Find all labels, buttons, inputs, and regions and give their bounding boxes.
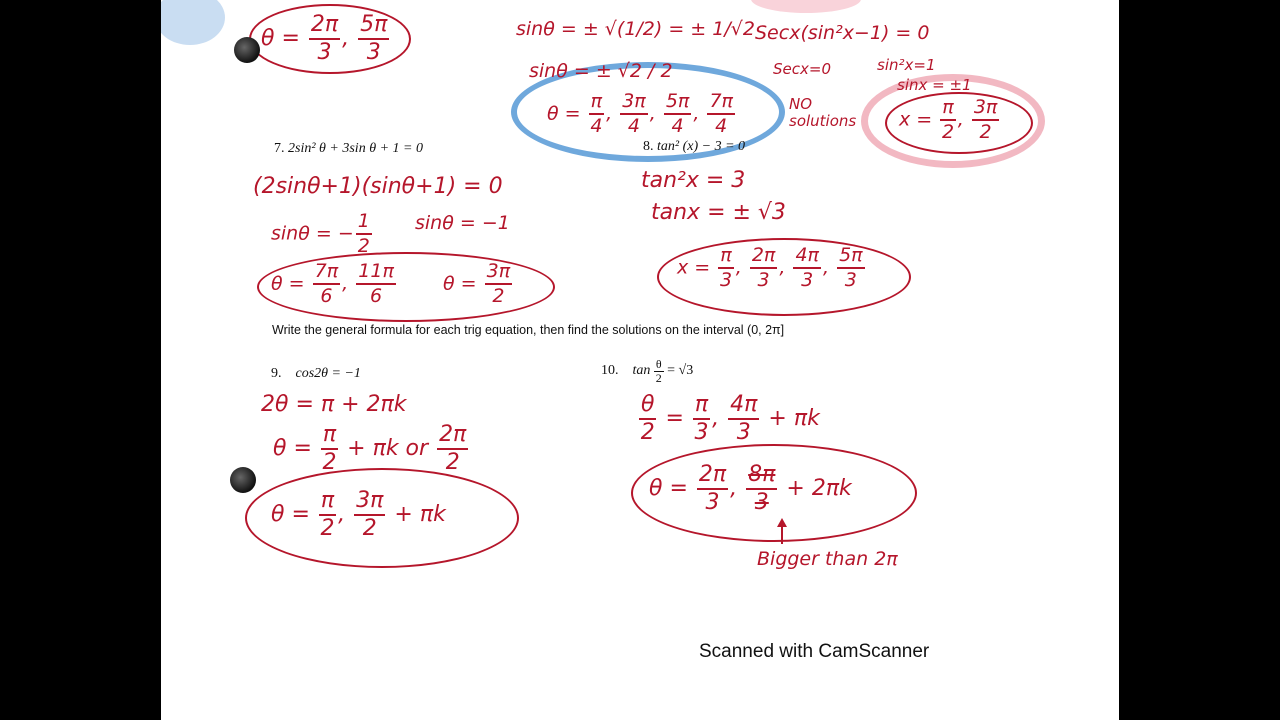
frac-num: 2π [697,464,728,490]
frac-num: π [319,490,336,516]
frac-num: 3π [620,92,648,115]
frac-num: 3π [972,98,1000,121]
frac-num: π [693,394,710,420]
answer-tail: + πk [394,502,446,527]
pink-highlight-top-right [751,0,861,13]
separator: , [342,26,350,51]
problem-number: 7. [274,141,285,156]
problem-equation: 2sin² θ + 3sin θ + 1 = 0 [288,141,423,156]
problem-9-step1: 2θ = π + 2πk [261,392,407,417]
frac-den: 2 [322,450,337,475]
frac-num: 4π [728,394,759,420]
frac-den: 2 [655,371,662,385]
top-right-line1: Secx(sin²x−1) = 0 [755,22,930,44]
frac-num: 3π [354,490,385,516]
answer-tail: + 2πk [786,476,852,501]
answer-lhs: θ = [649,476,688,501]
frac-den: 2 [492,285,505,307]
blue-highlight-top-left [161,0,225,45]
frac-den: 3 [705,490,720,515]
arrow-stem [781,526,783,544]
scanned-worksheet-page [161,0,1119,720]
frac-den: 2 [362,516,377,541]
frac-num: 2π [437,424,468,450]
problem-equation: tan² (x) − 3 = 0 [657,139,746,154]
step-mid: + πk or [347,436,429,461]
top-mid-line2: sinθ = ± √2 / 2 [529,60,673,82]
problem-9-step2 [273,424,470,474]
scanner-watermark: Scanned with CamScanner [699,641,930,662]
frac-num: θ [639,394,656,420]
frac-num: 1 [356,212,372,235]
problem-7-label [274,141,423,157]
frac-den: 2 [445,450,460,475]
frac-num: π [321,424,338,450]
answer-lhs: x = [899,108,933,131]
frac-num: 5π [358,14,389,40]
frac-num: 5π [837,246,865,269]
problem-9-label [271,366,361,382]
problem-10-step1: $\frac{\theta}{2}$ = $\frac{\pi}{3}$ , $\frac{4\pi}{3}$ + πk [640,392,820,445]
section-instructions: Write the general formula for each trig equation, then find the solutions on the interval (0, 2π] [272,323,785,337]
step-lhs: sinθ = − [271,222,354,245]
top-right-answer: x = $\frac{\pi}{2}$ , $\frac{3\pi}{2}$ [899,96,998,143]
frac-den: 3 [694,420,709,445]
problem-number: 8. [643,139,654,154]
scan-dot-icon [234,37,260,63]
frac-num: 8π [746,464,777,490]
frac-den: 2 [320,516,335,541]
problem-8-step1: tan²x = 3 [641,168,746,193]
frac-num: 3π [485,262,513,285]
problem-7-step1: (2sinθ+1)(sinθ+1) = 0 [253,174,503,199]
frac-num: 2π [750,246,778,269]
frac-den: 4 [590,115,603,137]
top-mid-answer: θ = $\frac{\pi}{4}$ , $\frac{3\pi}{4}$ , $\frac{5\pi}{4}$ , $\frac{7\pi}{4}$ [547,90,733,137]
frac-den: 3 [754,490,769,515]
problem-7-answer2 [443,262,514,306]
frac-den: 6 [370,285,383,307]
problem-8-label [643,139,745,155]
frac-num: 7π [707,92,735,115]
frac-den: 4 [715,115,728,137]
answer-lhs: θ = [261,26,300,51]
scan-dot-icon [230,467,256,493]
frac-den: 2 [640,420,655,445]
frac-den: 4 [627,115,640,137]
top-right-line2a: Secx=0 [773,60,831,78]
frac-den: 2 [357,235,370,257]
frac-den: 2 [941,121,955,143]
frac-den: 3 [757,269,770,291]
problem-equation: cos2θ = −1 [295,366,361,381]
frac-den: 3 [736,420,751,445]
frac-den: 3 [801,269,814,291]
top-mid-line1: sinθ = ± √(1/2) = ± 1/√2 [516,18,755,40]
frac-den: 4 [671,115,684,137]
problem-10-answer: θ = $\frac{2\pi}{3}$ , $\frac{8\pi}{3}$ + 2πk [649,462,852,515]
frac-num: π [589,92,604,115]
problem-10-label [601,358,693,384]
frac-den: 3 [719,269,733,291]
answer-lhs: θ = [271,502,310,527]
frac-num: θ [655,357,662,371]
frac-num: 7π [313,262,341,285]
problem-7-answer: θ = $\frac{7\pi}{6}$ , $\frac{11\pi}{6}$ [271,260,394,307]
equation-prefix: tan [632,363,651,379]
equation-suffix: = √3 [667,363,694,379]
problem-7-step2a [271,212,374,256]
frac-num: 11π [356,262,396,285]
problem-9-answer: θ = $\frac{\pi}{2}$ , $\frac{3\pi}{2}$ + πk [271,488,446,541]
no-solutions-note: NO solutions [789,95,857,130]
answer-lhs: θ = [547,102,581,125]
frac-num: 2π [309,14,340,40]
top-left-answer [261,14,391,64]
frac-den: 2 [979,121,992,143]
problem-8-answer: x = $\frac{\pi}{3}$ , $\frac{2\pi}{3}$ , $\frac{4\pi}{3}$ , $\frac{5\pi}{3}$ [677,244,863,291]
frac-num: π [718,246,733,269]
problem-8-step2: tanx = ± √3 [651,200,786,225]
frac-den: 3 [366,40,381,65]
step-tail: + πk [768,406,820,431]
problem-7-step2b: sinθ = −1 [415,212,510,234]
frac-num: 4π [793,246,821,269]
problem-number: 9. [271,366,282,381]
frac-den: 6 [320,285,333,307]
frac-num: 5π [664,92,692,115]
frac-den: 3 [317,40,332,65]
answer-lhs: θ = [271,272,305,295]
top-right-line3: sinx = ±1 [897,76,972,94]
problem-number: 10. [601,363,619,379]
frac-den: 3 [844,269,857,291]
problem-10-note: Bigger than 2π [757,548,898,570]
step-lhs: θ = [273,436,312,461]
top-right-line2b: sin²x=1 [877,56,936,74]
frac-num: π [940,98,955,121]
answer-lhs: x = [677,256,711,279]
equals-sign: = [665,406,684,431]
answer-lhs: θ = [443,272,477,295]
